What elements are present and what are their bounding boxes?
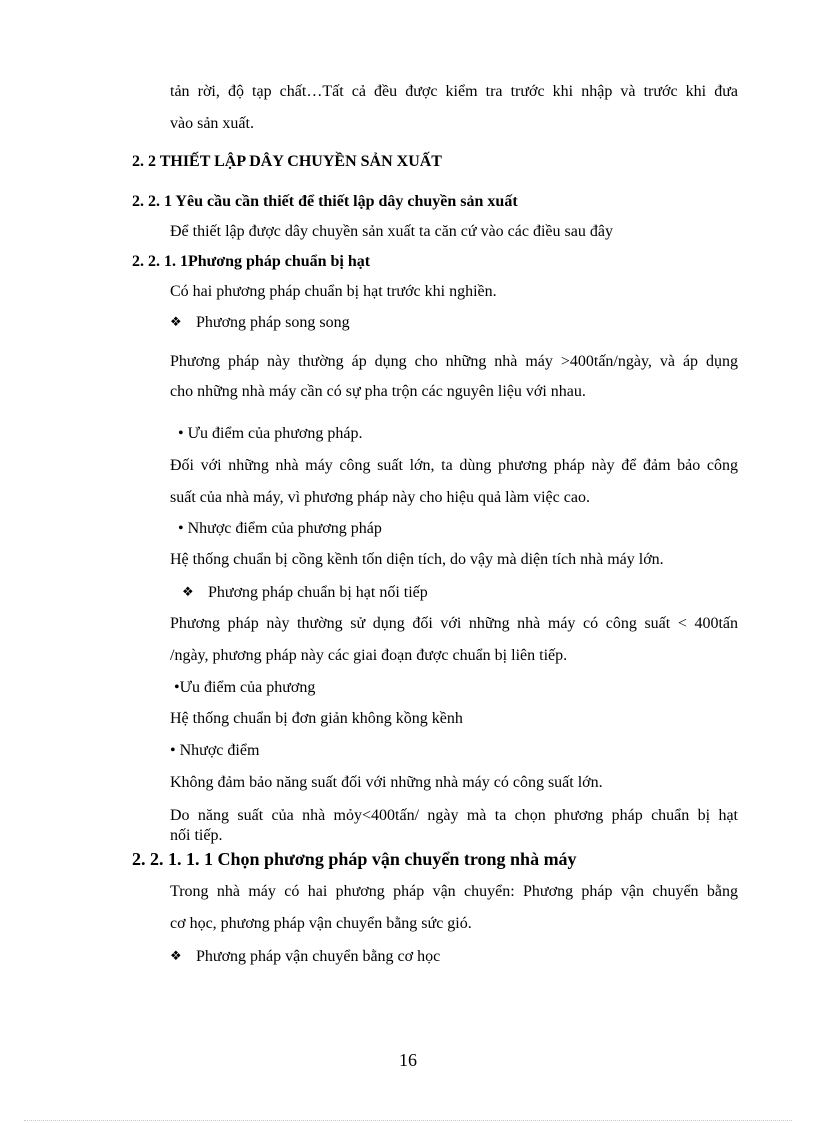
- paragraph-9-line-1: Do năng suất của nhà mỏy<400tấn/ ngày mà ta chọn phương pháp chuẩn bị hạt: [170, 807, 738, 824]
- footer-divider: [24, 1120, 792, 1121]
- bullet-label: Phương pháp song song: [196, 314, 350, 331]
- intro-line-1: tản rời, độ tạp chất…Tất cả đều được kiểm tra trước khi nhập và trước khi đưa: [170, 83, 738, 100]
- paragraph-4-line-2: suất của nhà máy, vì phương pháp này cho hiệu quả làm việc cao.: [170, 489, 590, 506]
- section-heading-2-2: 2. 2 THIẾT LẬP DÂY CHUYỀN SẢN XUẤT: [132, 153, 442, 170]
- paragraph-6-line-1: Phương pháp này thường sử dụng đối với những nhà máy có công suất < 400tấn: [170, 615, 738, 632]
- disadvantage-label-1: [178, 519, 382, 539]
- advantage-text: Ưu điểm của phương: [179, 679, 316, 696]
- section-heading-2-2-1-1: 2. 2. 1. 1Phương pháp chuẩn bị hạt: [132, 253, 371, 270]
- diamond-bullet-icon: ❖: [182, 584, 194, 599]
- paragraph-6-line-2: /ngày, phương pháp này các giai đoạn được chuẩn bị liên tiếp.: [170, 647, 568, 664]
- bullet-dot-icon: •: [178, 425, 184, 442]
- disadvantage-text: Nhược điểm: [179, 742, 260, 759]
- diamond-bullet-icon: ❖: [170, 948, 182, 963]
- bullet-label: Phương pháp vận chuyển bằng cơ học: [196, 948, 441, 965]
- paragraph-8: Không đảm bảo năng suất đối với những nhà máy có công suất lớn.: [170, 774, 603, 791]
- paragraph-10-line-2: cơ học, phương pháp vận chuyển bằng sức gió.: [170, 915, 472, 932]
- intro-line-2: vào sản xuất.: [170, 115, 254, 132]
- paragraph-10-line-1: Trong nhà máy có hai phương pháp vận chuyển: Phương pháp vận chuyển bằng: [170, 883, 738, 900]
- paragraph-7: Hệ thống chuẩn bị đơn giản không kồng kềnh: [170, 710, 463, 727]
- disadvantage-label-2: [170, 741, 259, 761]
- advantage-text: Ưu điểm của phương pháp.: [187, 425, 363, 442]
- paragraph-1: Để thiết lập được dây chuyền sản xuất ta căn cứ vào các điều sau đây: [170, 223, 613, 240]
- section-heading-2-2-1: 2. 2. 1 Yêu cầu cần thiết để thiết lập dây chuyền sản xuất: [132, 193, 518, 210]
- bullet-dot-icon: •: [178, 520, 184, 537]
- section-heading-2-2-1-1-1: 2. 2. 1. 1. 1 Chọn phương pháp vận chuyển trong nhà máy: [132, 849, 577, 869]
- advantage-label-2: [174, 678, 315, 698]
- bullet-item-co-hoc: [170, 946, 440, 967]
- paragraph-3-line-2: cho những nhà máy cần có sự pha trộn các nguyên liệu với nhau.: [170, 383, 586, 400]
- bullet-dot-icon: •: [174, 679, 180, 696]
- paragraph-5: Hệ thống chuẩn bị cồng kềnh tốn diện tích, do vậy mà diện tích nhà máy lớn.: [170, 551, 664, 568]
- advantage-label-1: [178, 424, 362, 444]
- paragraph-4-line-1: Đối với những nhà máy công suất lớn, ta dùng phương pháp này để đảm bảo công: [170, 457, 738, 474]
- paragraph-3-line-1: Phương pháp này thường áp dụng cho những nhà máy >400tấn/ngày, và áp dụng: [170, 353, 738, 370]
- paragraph-9-line-2: nối tiếp.: [170, 827, 223, 844]
- disadvantage-text: Nhược điểm của phương pháp: [187, 520, 382, 537]
- bullet-item-noi-tiep: [182, 582, 428, 603]
- page-number: 16: [399, 1050, 417, 1070]
- bullet-dot-icon: •: [170, 742, 176, 759]
- bullet-label: Phương pháp chuẩn bị hạt nối tiếp: [208, 584, 428, 601]
- diamond-bullet-icon: ❖: [170, 314, 182, 329]
- paragraph-2: Có hai phương pháp chuẩn bị hạt trước khi nghiền.: [170, 283, 497, 300]
- bullet-item-song-song: [170, 312, 350, 333]
